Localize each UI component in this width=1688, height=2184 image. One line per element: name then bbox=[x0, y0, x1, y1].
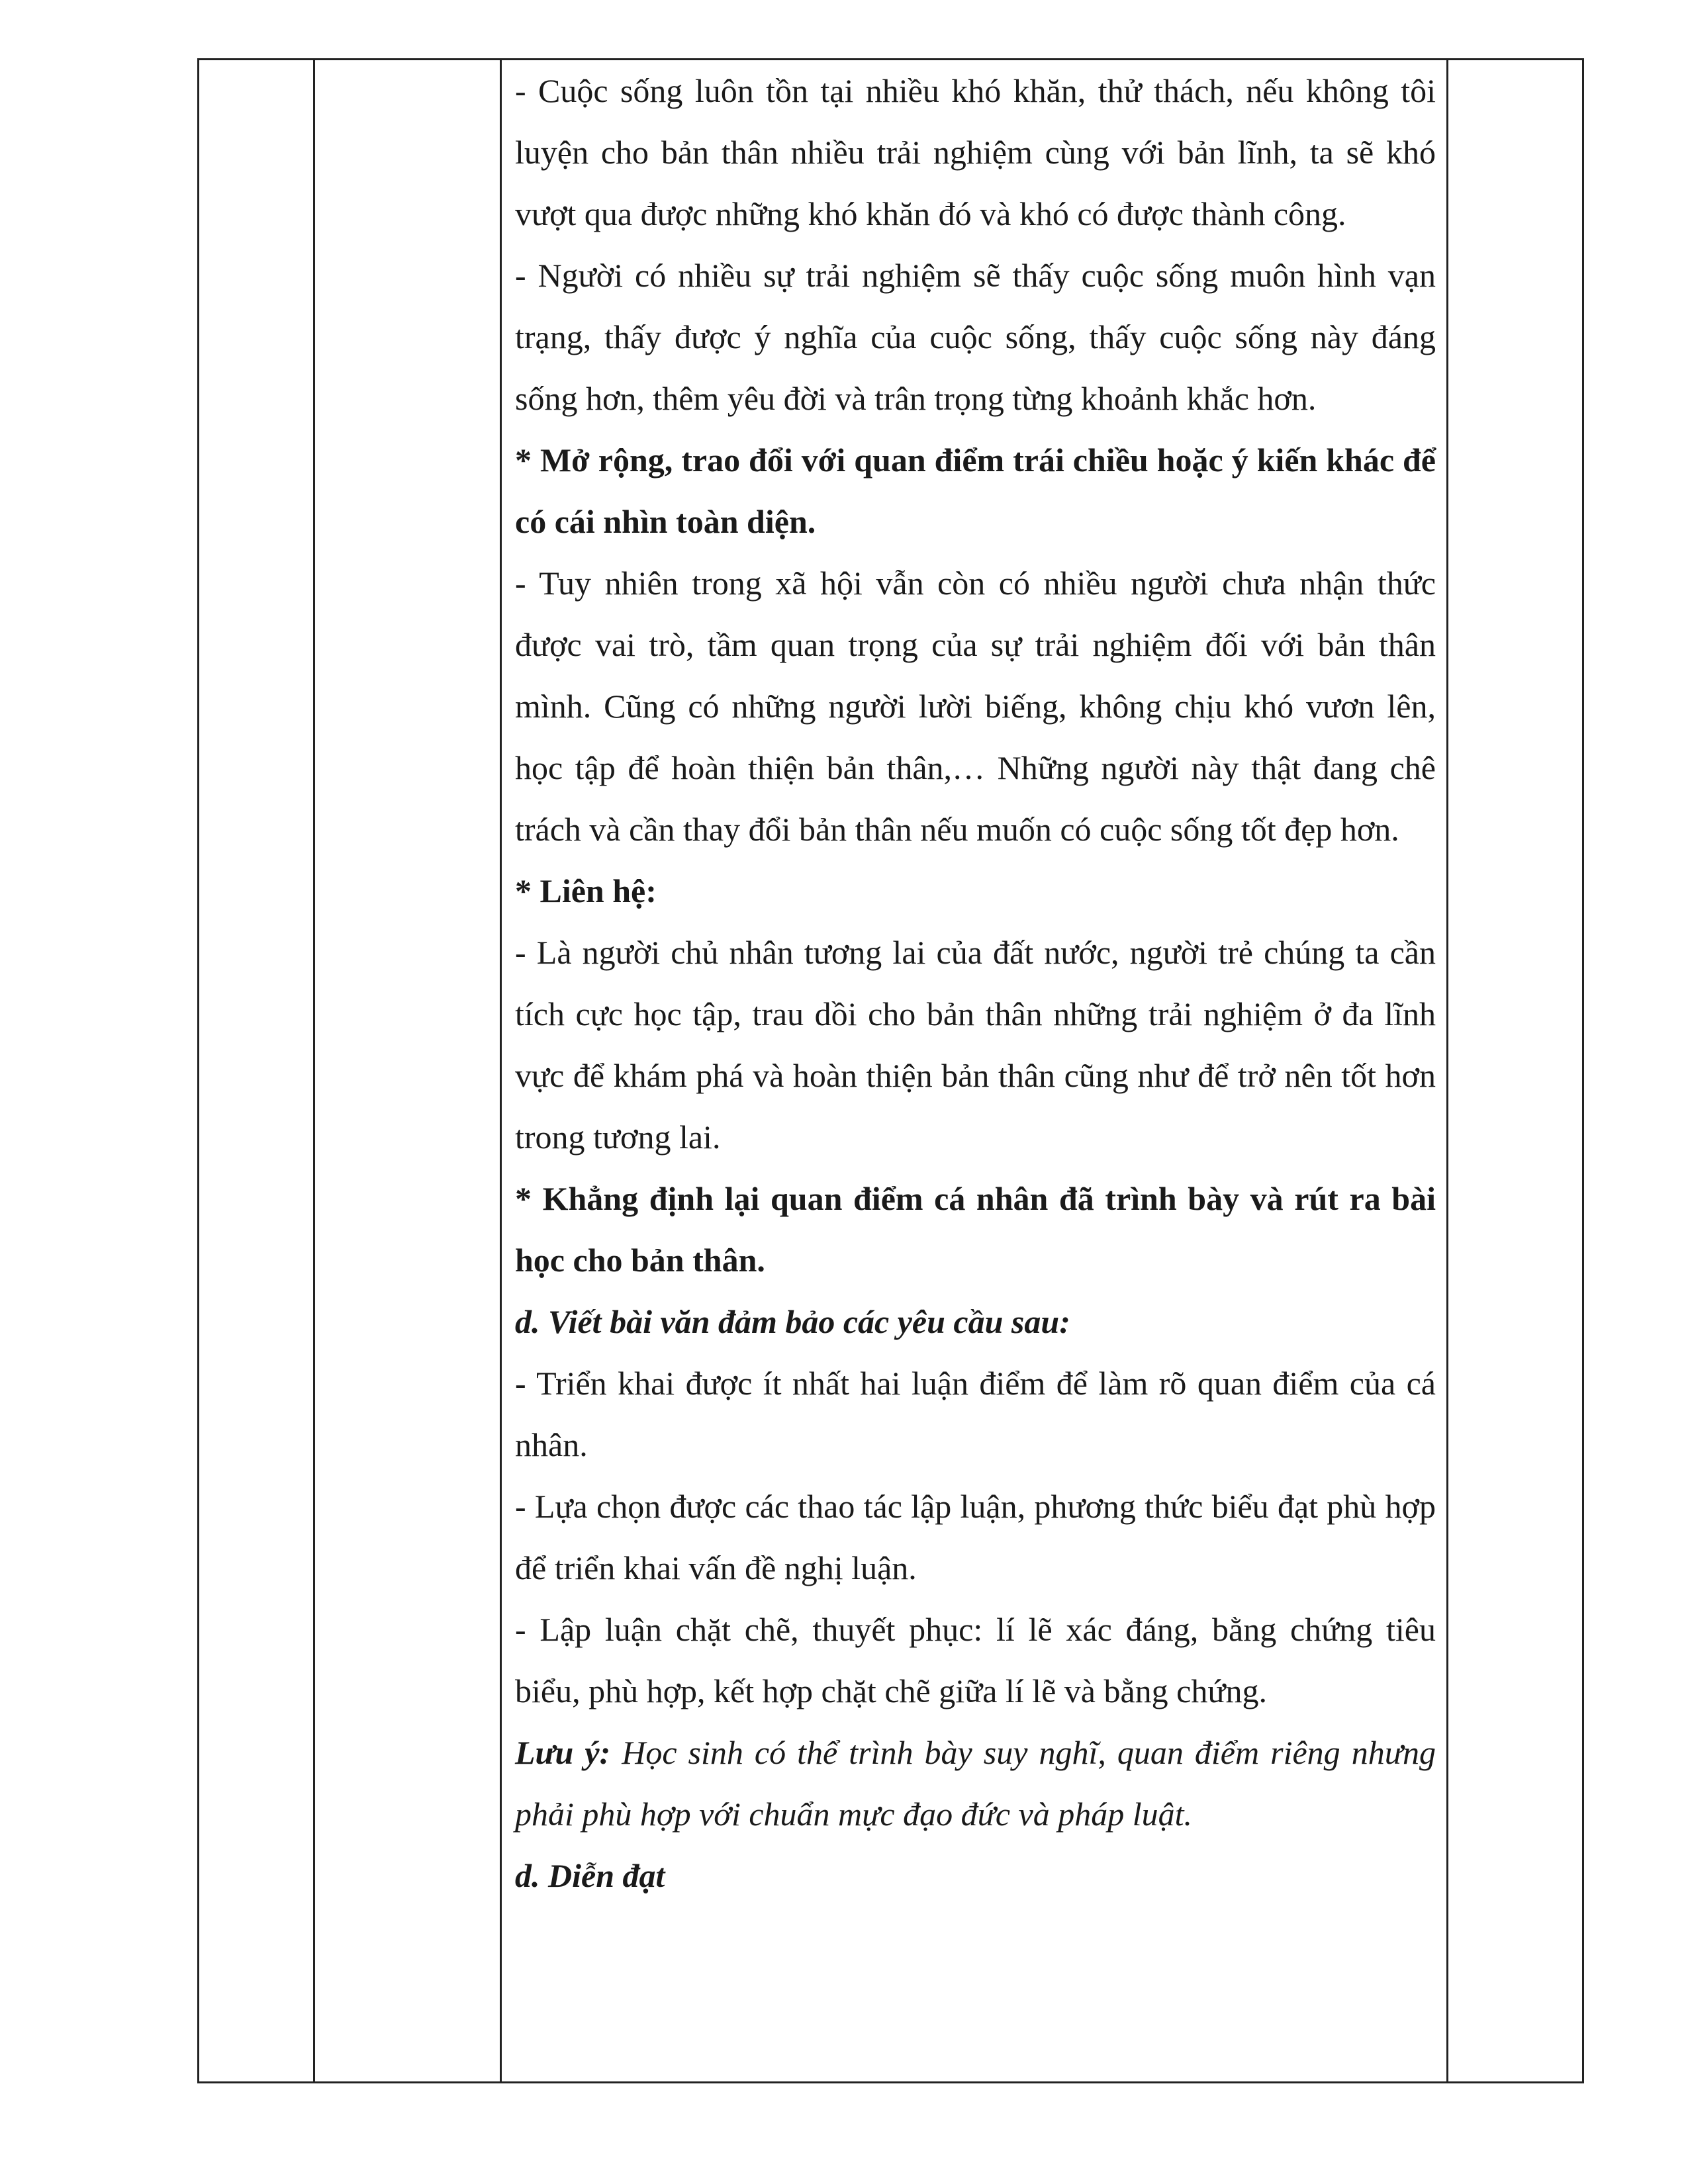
paragraph-requirement-1: - Triển khai được ít nhất hai luận điểm để làm rõ quan điểm của cá nhân. bbox=[515, 1365, 1436, 1463]
table-cell-section bbox=[314, 60, 501, 2083]
table-cell-score bbox=[1448, 60, 1583, 2083]
heading-connection: * Liên hệ: bbox=[515, 872, 657, 909]
paragraph-requirement-2: - Lựa chọn được các thao tác lập luận, phương thức biểu đạt phù hợp để triển khai vấn đề nghị luận. bbox=[515, 1488, 1436, 1586]
heading-requirements: d. Viết bài văn đảm bảo các yêu cầu sau: bbox=[515, 1303, 1070, 1340]
table-cell-stt bbox=[199, 60, 314, 2083]
paragraph-challenges: - Cuộc sống luôn tồn tại nhiều khó khăn, thử thách, nếu không tôi luyện cho bản thân nhiều trải nghiệm cùng với bản lĩnh, ta sẽ khó vượt qua được những khó khăn đó và khó có được thành công. bbox=[515, 72, 1436, 232]
heading-conclusion: * Khẳng định lại quan điểm cá nhân đã trình bày và rút ra bài học cho bản thân. bbox=[515, 1180, 1436, 1279]
paragraph-counter-view: - Tuy nhiên trong xã hội vẫn còn có nhiều người chưa nhận thức được vai trò, tầm quan trọng của sự trải nghiệm đối với bản thân mình. Cũng có những người lười biếng, không chịu khó vươn lên, học tập để hoàn thiện bản thân,… Những người này thật đang chê trách và cần thay đổi bản thân nếu muốn có cuộc sống tốt đẹp hơn. bbox=[515, 565, 1436, 848]
note-paragraph bbox=[515, 1722, 1436, 1845]
document-table bbox=[197, 58, 1584, 2083]
note-text: Học sinh có thể trình bày suy nghĩ, quan điểm riêng nhưng phải phù hợp với chuẩn mực đạo đức và pháp luật. bbox=[515, 1734, 1436, 1833]
note-label: Lưu ý: bbox=[515, 1734, 611, 1771]
paragraph-experience-meaning: - Người có nhiều sự trải nghiệm sẽ thấy cuộc sống muôn hình vạn trạng, thấy được ý nghĩa của cuộc sống, thấy cuộc sống này đáng sống hơn, thêm yêu đời và trân trọng từng khoảnh khắc hơn. bbox=[515, 257, 1436, 417]
content-block bbox=[502, 60, 1446, 1907]
paragraph-connection: - Là người chủ nhân tương lai của đất nước, người trẻ chúng ta cần tích cực học tập, trau dồi cho bản thân những trải nghiệm ở đa lĩnh vực để khám phá và hoàn thiện bản thân cũng như để trở nên tốt hơn trong tương lai. bbox=[515, 934, 1436, 1156]
table-cell-content bbox=[501, 60, 1448, 2083]
table-row bbox=[199, 60, 1583, 2083]
heading-expression: d. Diễn đạt bbox=[515, 1857, 665, 1894]
heading-counter-view: * Mở rộng, trao đổi với quan điểm trái chiều hoặc ý kiến khác để có cái nhìn toàn diện. bbox=[515, 441, 1436, 540]
paragraph-requirement-3: - Lập luận chặt chẽ, thuyết phục: lí lẽ xác đáng, bằng chứng tiêu biểu, phù hợp, kết hợp chặt chẽ giữa lí lẽ và bằng chứng. bbox=[515, 1611, 1436, 1709]
